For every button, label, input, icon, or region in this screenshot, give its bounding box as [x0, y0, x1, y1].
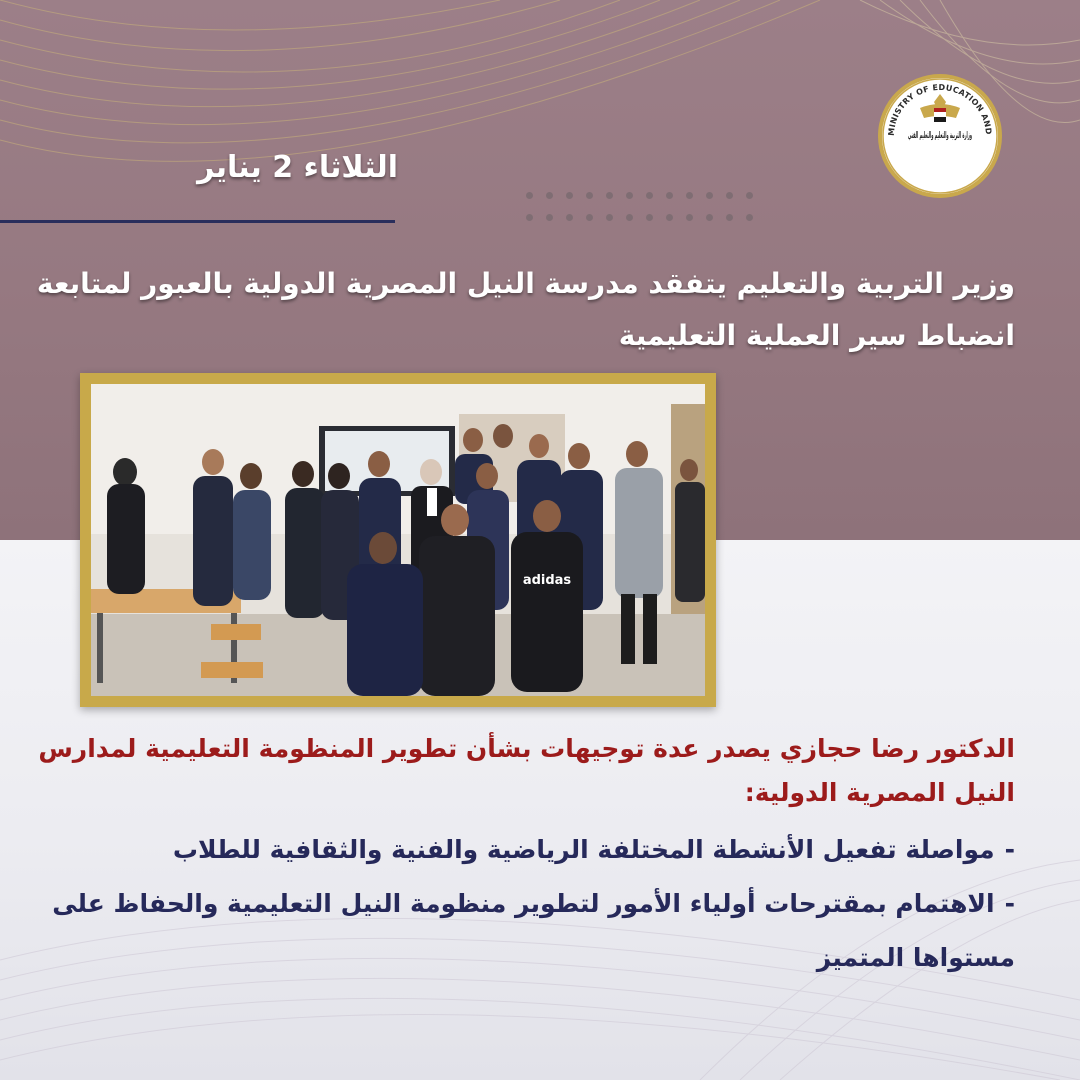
- list-item: [25, 823, 1015, 877]
- date-underline: [0, 220, 395, 223]
- date-label: الثلاثاء 2 يناير: [197, 150, 398, 185]
- ministry-seal-logo: [876, 72, 1004, 200]
- directive-text: الاهتمام بمقترحات أولياء الأمور لتطوير منظومة النيل التعليمية والحفاظ على مستواها المتميز: [52, 889, 1015, 972]
- seal-english-text: MINISTRY OF EDUCATION AND: [886, 82, 994, 137]
- chair: [211, 624, 261, 640]
- classroom-group-photo: [91, 384, 705, 696]
- article-body: [25, 727, 1015, 985]
- list-item: [25, 877, 1015, 985]
- shirt-logo-text: adidas: [522, 573, 572, 588]
- news-headline: وزير التربية والتعليم يتفقد مدرسة النيل المصرية الدولية بالعبور لمتابعة انضباط سير العملية التعليمية: [36, 267, 1015, 352]
- list-bullet: -: [1004, 835, 1015, 864]
- photo-gold-frame: [80, 373, 716, 707]
- directive-text: مواصلة تفعيل الأنشطة المختلفة الرياضية والفنية والثقافية للطلاب: [172, 835, 995, 864]
- decorative-dot-grid: [526, 192, 766, 226]
- directives-list: [25, 823, 1015, 985]
- seal-arabic-text: وزارة التربية والتعليم والتعليم الفني: [908, 131, 972, 141]
- lead-paragraph: الدكتور رضا حجازي يصدر عدة توجيهات بشأن تطوير المنظومة التعليمية لمدارس النيل المصرية الدولية:: [38, 734, 1015, 807]
- list-bullet: -: [1004, 889, 1015, 918]
